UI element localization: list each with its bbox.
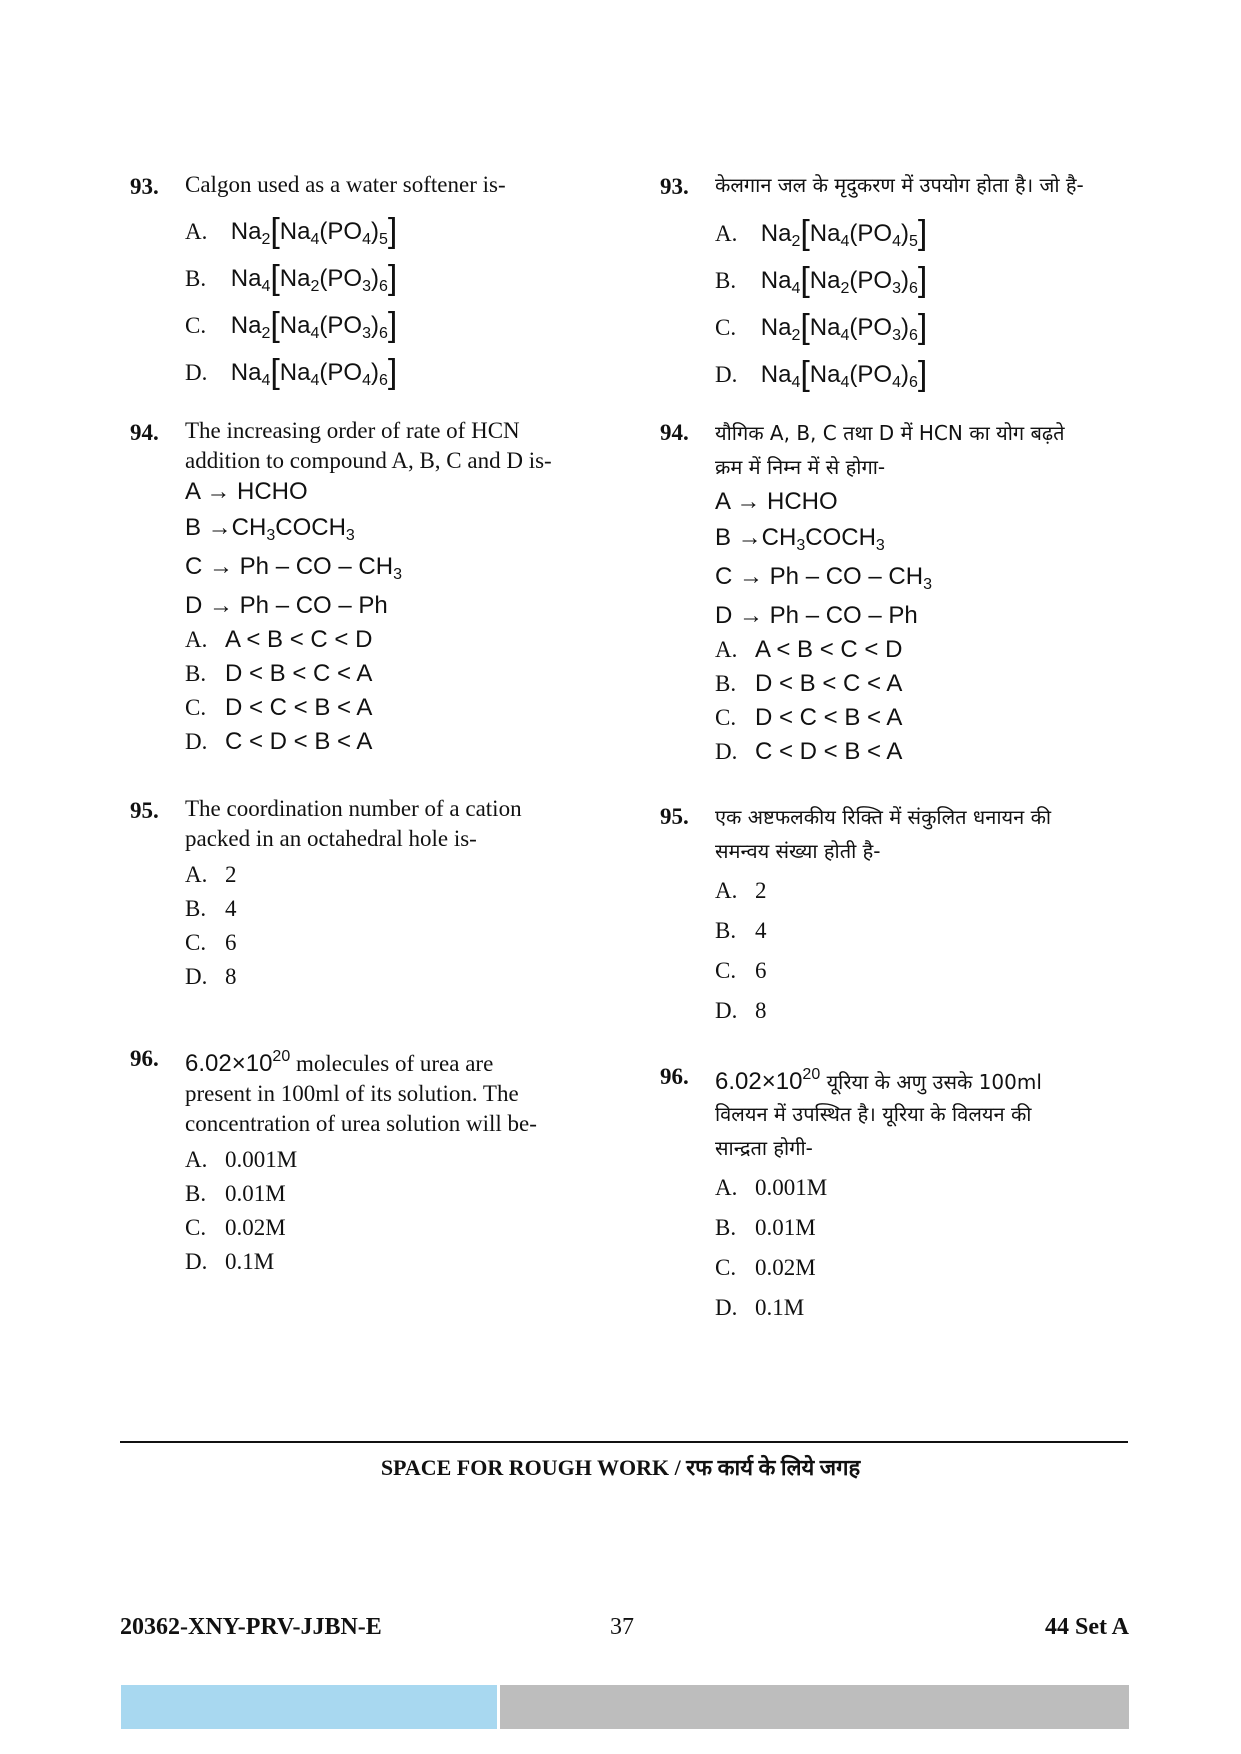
option-b[interactable]: B. D < B < C < A	[715, 670, 903, 697]
question-number: 96.	[660, 1064, 689, 1089]
question-stem-line-1: एक अष्टफलकीय रिक्ति में संकुलित धनायन की	[715, 805, 1052, 829]
question-96-hindi	[660, 1060, 1130, 1321]
question-number: 93.	[660, 174, 689, 199]
rough-work-heading: SPACE FOR ROUGH WORK / रफ कार्य के लिये जगह	[380, 1455, 861, 1480]
option-a[interactable]: A. A < B < C < D	[715, 636, 903, 663]
compound-a: A → HCHO	[715, 488, 838, 515]
question-stem-line-2: समन्वय संख्या होती है-	[715, 839, 881, 863]
booklet-code: 20362-XNY-PRV-JJBN-E	[120, 1614, 382, 1640]
question-number: 94.	[130, 420, 159, 445]
question-stem-line-2: क्रम में निम्न में से होगा-	[715, 455, 886, 479]
option-d[interactable]: D. C < D < B < A	[715, 738, 903, 765]
question-number: 95.	[660, 804, 689, 829]
option-b[interactable]: B. 4	[715, 918, 767, 943]
question-95	[130, 794, 590, 1034]
option-c[interactable]: C. D < C < B < A	[185, 694, 373, 721]
option-b[interactable]: B. 4	[185, 896, 237, 921]
option-a[interactable]: A. 2	[185, 862, 237, 887]
option-d[interactable]: D. 8	[715, 998, 767, 1023]
question-stem-line-1: यौगिक A, B, C तथा D में HCN का योग बढ़ते	[715, 421, 1065, 445]
compound-a: A → HCHO	[185, 478, 308, 505]
option-a[interactable]: A. 0.001M	[715, 1175, 828, 1200]
option-a[interactable]: A. 2	[715, 878, 767, 903]
option-d[interactable]: D. 0.1M	[715, 1295, 805, 1320]
compound-c: C → Ph – CO – $CH_3$	[185, 553, 402, 583]
footer-bar-blue	[121, 1685, 497, 1729]
option-d[interactable]: D. C < D < B < A	[185, 728, 373, 755]
option-b[interactable]: B. 0.01M	[715, 1215, 816, 1240]
option-d[interactable]: D. 0.1M	[185, 1249, 275, 1274]
option-b[interactable]: B. $Na_4[Na_2(PO_3)_6]$	[715, 261, 928, 299]
option-c[interactable]: C. 6	[715, 958, 767, 983]
option-label: A.	[185, 219, 208, 244]
option-a[interactable]: A. $Na_2[Na_4(PO_4)_5]$	[185, 212, 398, 250]
compound-b: $B \to CH_3COCH_3$	[185, 514, 355, 544]
option-d[interactable]: D. $Na_4[Na_4(PO_4)_6]$	[185, 353, 398, 391]
question-95-hindi	[660, 800, 1130, 1052]
question-93-hindi	[660, 170, 1130, 398]
option-label: D.	[185, 360, 208, 385]
question-stem-line-3: concentration of urea solution will be-	[185, 1111, 537, 1136]
rough-work-divider	[120, 1441, 1128, 1443]
question-number: 94.	[660, 420, 689, 445]
compound-d: D → Ph – CO – Ph	[185, 592, 388, 619]
question-stem-line-1: The coordination number of a cation	[185, 796, 522, 821]
option-label: C.	[185, 313, 207, 338]
question-stem-line-1: $6.02\times 10^{20}$ यूरिया के अणु उसके 100ml	[715, 1066, 1042, 1095]
set-label: 44 Set A	[1045, 1614, 1129, 1640]
option-c[interactable]: C. 0.02M	[715, 1255, 816, 1280]
option-a[interactable]: A. $Na_2[Na_4(PO_4)_5]$	[715, 214, 928, 252]
question-stem-line-3: सान्द्रता होगी-	[715, 1136, 813, 1160]
compound-b: $B \to CH_3COCH_3$	[715, 524, 885, 554]
option-b[interactable]: B. 0.01M	[185, 1181, 286, 1206]
question-number: 95.	[130, 798, 159, 823]
question-stem-line-1: The increasing order of rate of HCN	[185, 418, 520, 443]
option-c[interactable]: C. $Na_2[Na_4(PO_3)_6]$	[715, 308, 928, 346]
option-d[interactable]: D. 8	[185, 964, 237, 989]
option-c[interactable]: C. D < C < B < A	[715, 704, 903, 731]
question-stem-line-1: $6.02\times 10^{20}$ molecules of urea are	[185, 1048, 494, 1077]
question-stem-line-2: addition to compound A, B, C and D is-	[185, 448, 552, 473]
option-b[interactable]: B. $Na_4[Na_2(PO_3)_6]$	[185, 259, 398, 297]
question-93	[130, 170, 590, 391]
option-c[interactable]: C. 0.02M	[185, 1215, 286, 1240]
compound-d: D → Ph – CO – Ph	[715, 602, 918, 629]
hindi-column	[660, 170, 1130, 1321]
question-number: 93.	[130, 174, 159, 199]
question-number: 96.	[130, 1046, 159, 1071]
footer-bar-grey	[500, 1685, 1129, 1729]
page-number: 37	[610, 1614, 634, 1640]
question-stem: केलगान जल के मृदुकरण में उपयोग होता है। जो है-	[715, 173, 1084, 197]
option-c[interactable]: C. $Na_2[Na_4(PO_3)_6]$	[185, 306, 398, 344]
english-column	[130, 170, 590, 1275]
option-d[interactable]: D. $Na_4[Na_4(PO_4)_6]$	[715, 355, 928, 393]
option-a[interactable]: A. A < B < C < D	[185, 626, 373, 653]
question-94	[130, 416, 590, 768]
question-stem: Calgon used as a water softener is-	[185, 172, 506, 197]
question-96	[130, 1042, 590, 1275]
option-label: B.	[185, 266, 207, 291]
question-stem-line-2: विलयन में उपस्थित है। यूरिया के विलयन की	[715, 1102, 1032, 1126]
question-94-hindi	[660, 416, 1130, 774]
option-b[interactable]: B. D < B < C < A	[185, 660, 373, 687]
option-c[interactable]: C. 6	[185, 930, 237, 955]
option-a[interactable]: A. 0.001M	[185, 1147, 298, 1172]
question-stem-line-2: packed in an octahedral hole is-	[185, 826, 477, 851]
compound-c: C → Ph – CO – $CH_3$	[715, 563, 932, 593]
question-stem-line-2: present in 100ml of its solution. The	[185, 1081, 519, 1106]
